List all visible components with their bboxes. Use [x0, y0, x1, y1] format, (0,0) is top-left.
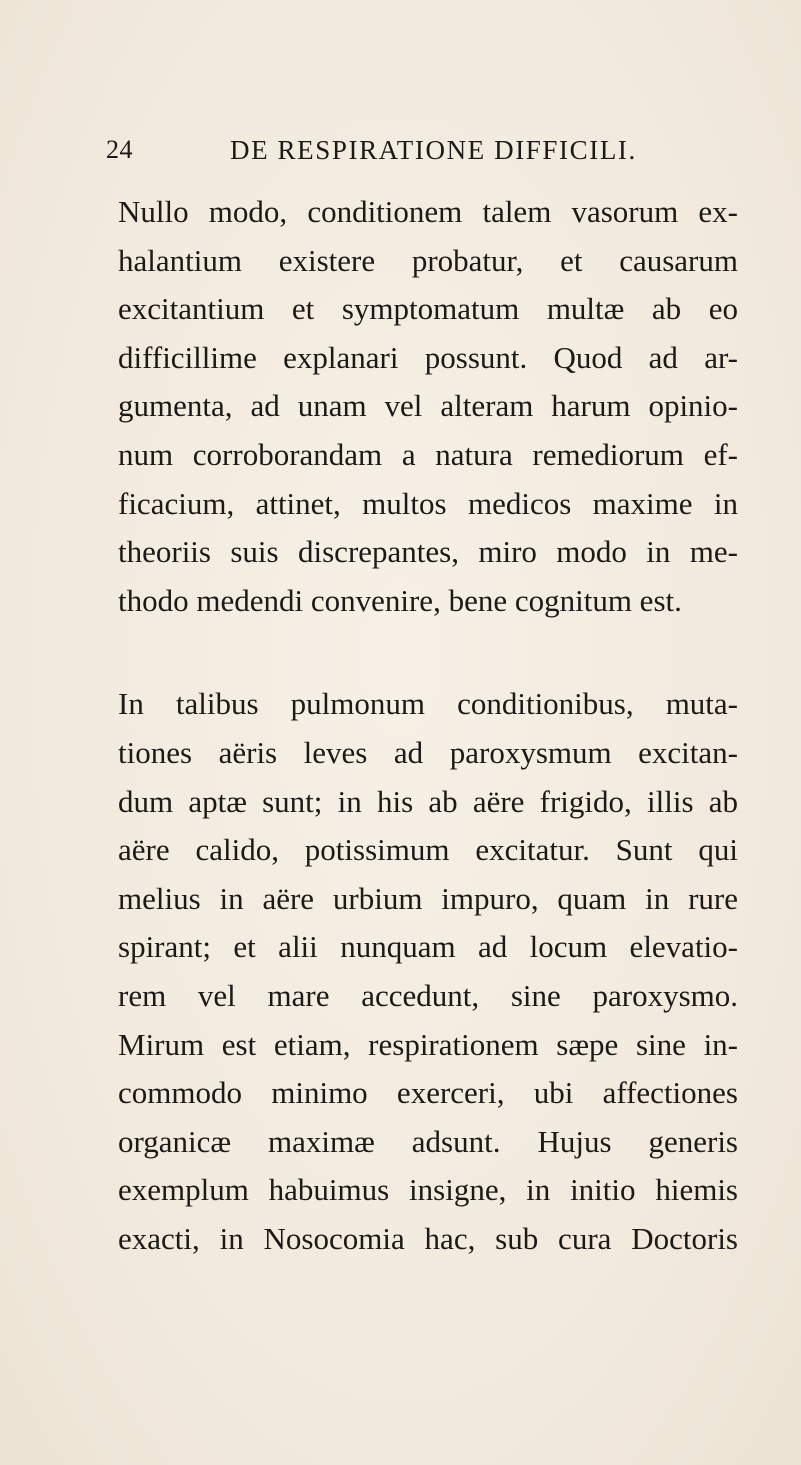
text-line: dum aptæ sunt; in his ab aëre frigido, illis ab	[118, 783, 738, 819]
text-line: ficacium, attinet, multos medicos maxime in	[118, 485, 738, 521]
running-title: DE RESPIRATIONE DIFFICILI.	[230, 135, 637, 165]
running-head	[0, 135, 801, 175]
paragraph-2	[118, 680, 738, 1263]
text-line: num corroborandam a natura remediorum ef-	[118, 436, 738, 472]
text-line: spirant; et alii nunquam ad locum elevatio-	[118, 929, 738, 965]
paragraph-1	[118, 188, 738, 625]
text-line: organicæ maximæ adsunt. Hujus generis	[118, 1123, 738, 1159]
text-line: excitantium et symptomatum multæ ab eo	[118, 291, 738, 327]
text-line: difficillime explanari possunt. Quod ad ar-	[118, 339, 738, 375]
paragraph-gap	[118, 625, 738, 680]
text-line: melius in aëre urbium impuro, quam in rure	[118, 880, 738, 916]
body-text	[118, 188, 738, 1263]
page-number: 24	[106, 135, 133, 164]
text-line: commodo minimo exerceri, ubi affectiones	[118, 1075, 738, 1111]
text-line: theoriis suis discrepantes, miro modo in me-	[118, 534, 738, 570]
text-line: aëre calido, potissimum excitatur. Sunt qui	[118, 832, 738, 868]
text-line: tiones aëris leves ad paroxysmum excitan-	[118, 734, 738, 770]
text-line: exemplum habuimus insigne, in initio hiemis	[118, 1172, 738, 1208]
text-line: exacti, in Nosocomia hac, sub cura Doctoris	[118, 1220, 738, 1256]
text-line: In talibus pulmonum conditionibus, muta-	[118, 686, 738, 722]
text-line: gumenta, ad unam vel alteram harum opinio-	[118, 388, 738, 424]
text-line: rem vel mare accedunt, sine paroxysmo.	[118, 977, 738, 1013]
text-line: halantium existere probatur, et causarum	[118, 242, 738, 278]
text-line: Mirum est etiam, respirationem sæpe sine in-	[118, 1026, 738, 1062]
text-line: thodo medendi convenire, bene cognitum est.	[118, 582, 682, 618]
text-line: Nullo modo, conditionem talem vasorum ex-	[118, 194, 738, 229]
